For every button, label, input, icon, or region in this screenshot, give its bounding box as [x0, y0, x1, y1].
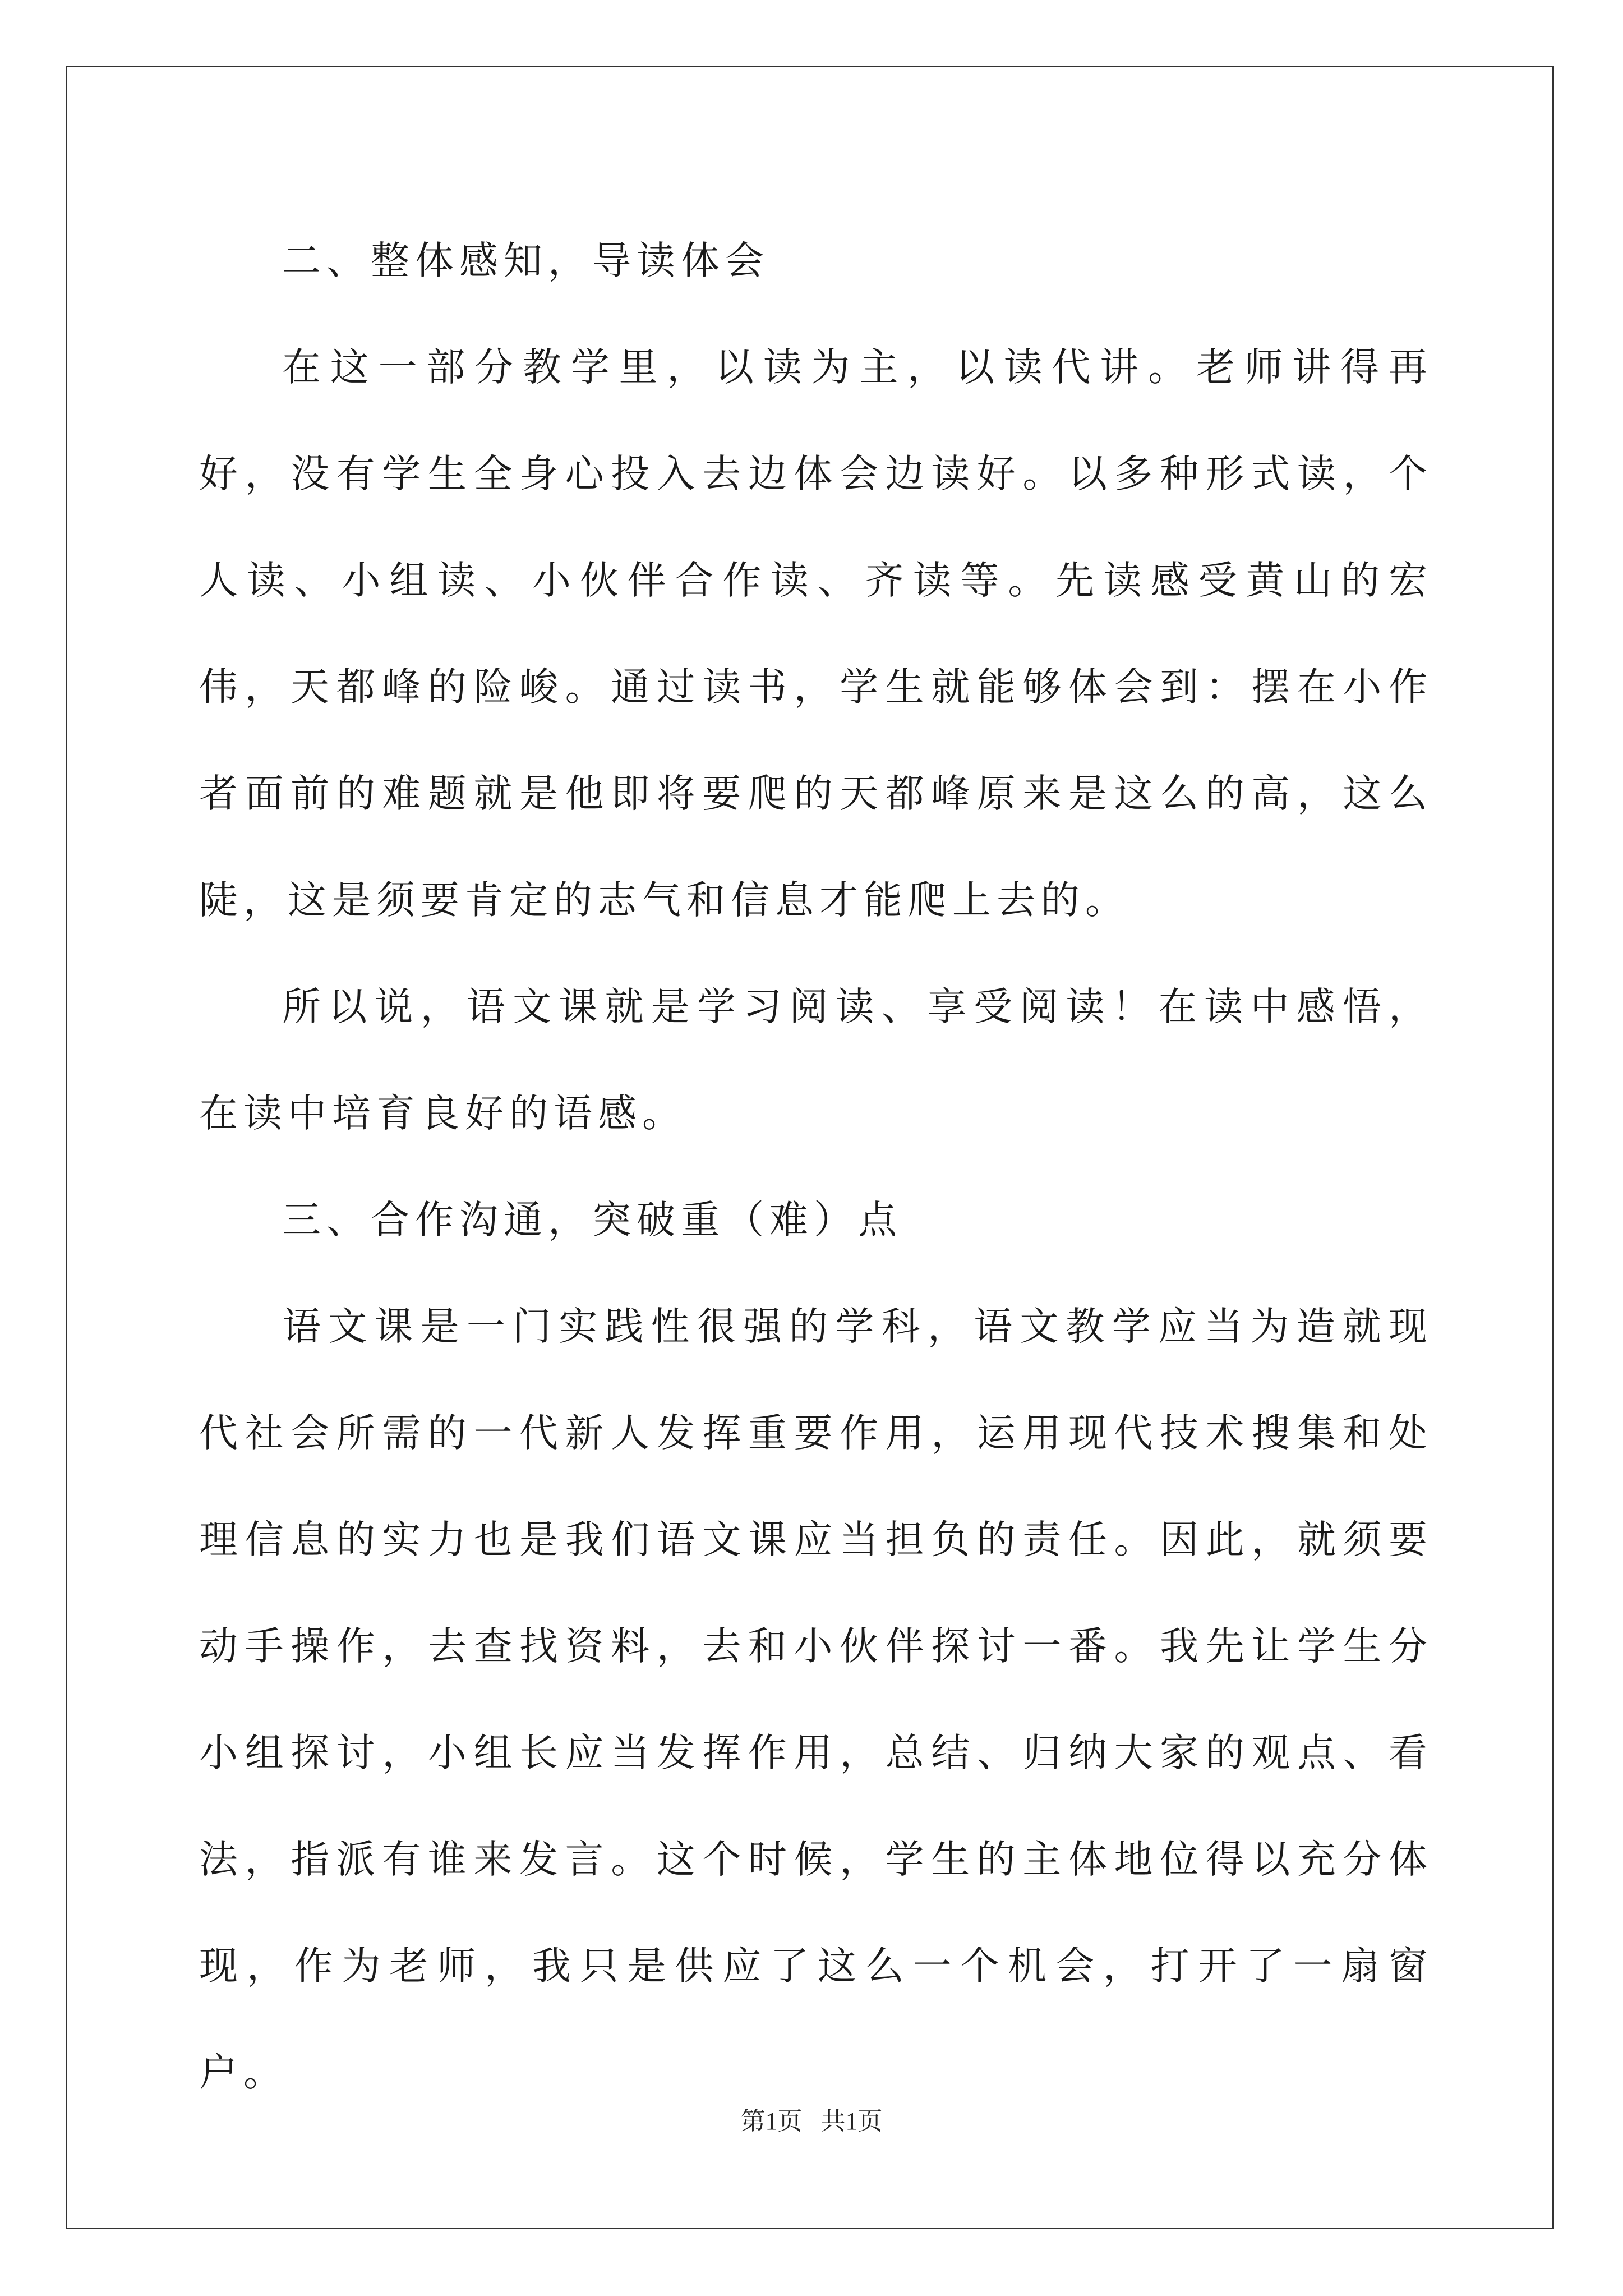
- body-paragraph: 语文课是一门实践性很强的学科，语文教学应当为造就现代社会所需的一代新人发挥重要作用，运用现代技术搜集和处理信息的实力也是我们语文课应当担负的责任。因此，就须要动手操作，去查找资料，去和小伙伴探讨一番。我先让学生分小组探讨，小组长应当发挥作用，总结、归纳大家的观点、看法，指派有谁来发言。这个时候，学生的主体地位得以充分体现，作为老师，我只是供应了这么一个机会，打开了一扇窗户。: [199, 1304, 1433, 2095]
- section-heading-2: 二、整体感知，导读体会: [282, 238, 769, 283]
- body-paragraph: 在这一部分教学里，以读为主，以读代讲。老师讲得再好，没有学生全身心投入去边体会边读好。以多种形式读，个人读、小组读、小伙伴合作读、齐读等。先读感受黄山的宏伟，天都峰的险峻。通过读书，学生就能够体会到：摆在小作者面前的难题就是他即将要爬的天都峰原来是这么的高，这么陡，这是须要肯定的志气和信息才能爬上去的。: [199, 345, 1433, 923]
- body-paragraph: 所以说，语文课就是学习阅读、享受阅读！在读中感悟，在读中培育良好的语感。: [199, 984, 1433, 1136]
- page-number: 第1页 共1页: [740, 2108, 883, 2135]
- document-body: [199, 208, 1433, 2126]
- page-footer: [0, 2101, 1623, 2137]
- section-heading-3: 三、合作沟通，突破重（难）点: [282, 1198, 902, 1243]
